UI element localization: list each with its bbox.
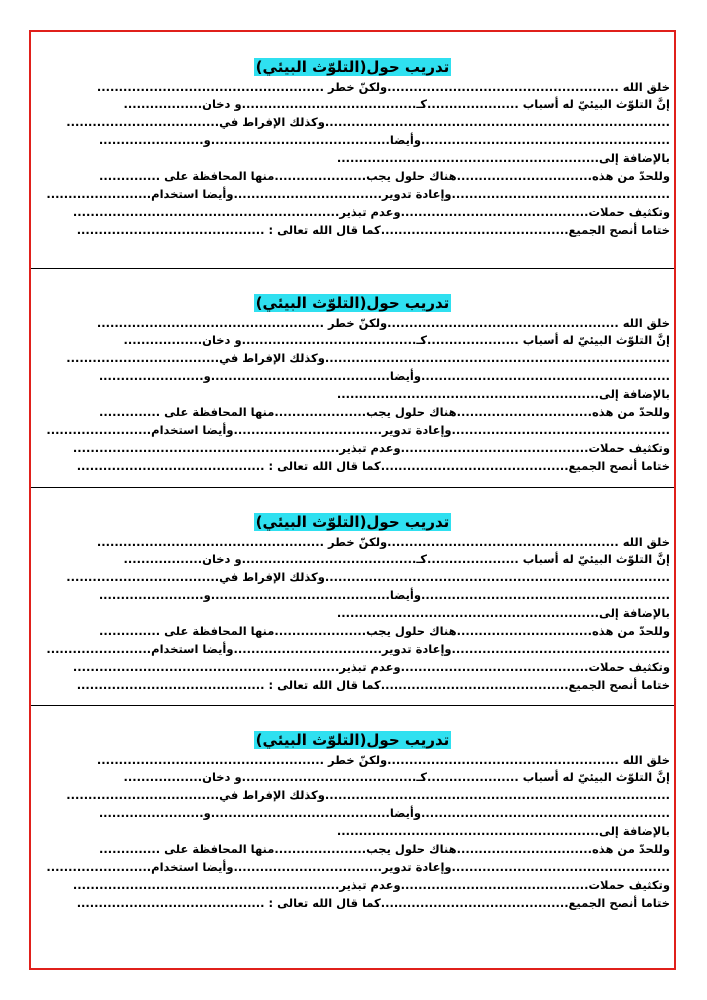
worksheet-line: خلق الله .....................................................ولكنّ خطر .................................................... <box>96 753 670 767</box>
section-title <box>31 58 674 76</box>
worksheet-line: ختاما أنصح الجميع...........................................كما قال الله تعالى : ........................................... <box>76 223 670 237</box>
section-title-text: تدريب حول(التلوّث البيئي) <box>255 58 450 76</box>
section-title-text: تدريب حول(التلوّث البيئي) <box>255 731 450 749</box>
worksheet-line: ...............................................................................وكذلك الإفراط في................................... <box>66 351 670 365</box>
worksheet-line: ختاما أنصح الجميع...........................................كما قال الله تعالى : ........................................... <box>76 678 670 692</box>
worksheet-line: .........................................................وأيضا.........................................و........................ <box>98 133 670 147</box>
worksheet-line: وتكثيف حملات...........................................وعدم تبذير............................................................. <box>72 878 670 892</box>
section-title-text: تدريب حول(التلوّث البيئي) <box>255 294 450 312</box>
worksheet-line: ..................................................وإعادة تدوير..................................وأيضا استخدام........................ <box>46 860 670 874</box>
worksheet-line: ختاما أنصح الجميع...........................................كما قال الله تعالى : ........................................... <box>76 459 670 473</box>
worksheet-line: وتكثيف حملات...........................................وعدم تبذير............................................................. <box>72 441 670 455</box>
worksheet-line: ..................................................وإعادة تدوير..................................وأيضا استخدام........................ <box>46 423 670 437</box>
worksheet-line: ...............................................................................وكذلك الإفراط في................................... <box>66 570 670 584</box>
worksheet-line: خلق الله .....................................................ولكنّ خطر .................................................... <box>96 535 670 549</box>
worksheet-line: .........................................................وأيضا.........................................و........................ <box>98 588 670 602</box>
section-title <box>31 294 674 312</box>
worksheet-section <box>31 32 674 252</box>
section-title <box>31 731 674 749</box>
worksheet-line: بالإضافة إلى............................................................ <box>336 387 670 401</box>
worksheet-line: ختاما أنصح الجميع...........................................كما قال الله تعالى : ........................................... <box>76 896 670 910</box>
worksheet-line: وتكثيف حملات...........................................وعدم تبذير............................................................. <box>72 205 670 219</box>
worksheet-line: ..................................................وإعادة تدوير..................................وأيضا استخدام........................ <box>46 187 670 201</box>
worksheet-section <box>31 268 674 488</box>
section-divider <box>31 268 674 269</box>
worksheet-line: وتكثيف حملات...........................................وعدم تبذير............................................................. <box>72 660 670 674</box>
worksheet-page <box>29 30 676 970</box>
section-divider <box>31 705 674 706</box>
worksheet-line: بالإضافة إلى............................................................ <box>336 606 670 620</box>
worksheet-line: ...............................................................................وكذلك الإفراط في................................... <box>66 115 670 129</box>
worksheet-line: إنَّ التلوّث البيئيّ له أسباب .....................كـ........................................و دخان.................. <box>123 552 670 566</box>
section-title-text: تدريب حول(التلوّث البيئي) <box>255 513 450 531</box>
section-title <box>31 513 674 531</box>
worksheet-line: بالإضافة إلى............................................................ <box>336 824 670 838</box>
worksheet-line: وللحدّ من هذه...............................هناك حلول يجب.....................منها المحافظة على .............. <box>99 842 670 856</box>
worksheet-line: إنَّ التلوّث البيئيّ له أسباب .....................كـ........................................و دخان.................. <box>123 770 670 784</box>
worksheet-line: وللحدّ من هذه...............................هناك حلول يجب.....................منها المحافظة على .............. <box>99 169 670 183</box>
worksheet-section <box>31 705 674 925</box>
section-divider <box>31 487 674 488</box>
worksheet-section <box>31 487 674 707</box>
worksheet-line: خلق الله .....................................................ولكنّ خطر .................................................... <box>96 80 670 94</box>
worksheet-line: وللحدّ من هذه...............................هناك حلول يجب.....................منها المحافظة على .............. <box>99 624 670 638</box>
worksheet-line: .........................................................وأيضا.........................................و........................ <box>98 806 670 820</box>
worksheet-line: خلق الله .....................................................ولكنّ خطر .................................................... <box>96 316 670 330</box>
worksheet-line: إنَّ التلوّث البيئيّ له أسباب .....................كـ........................................و دخان.................. <box>123 333 670 347</box>
worksheet-line: ...............................................................................وكذلك الإفراط في................................... <box>66 788 670 802</box>
worksheet-line: ..................................................وإعادة تدوير..................................وأيضا استخدام........................ <box>46 642 670 656</box>
worksheet-line: وللحدّ من هذه...............................هناك حلول يجب.....................منها المحافظة على .............. <box>99 405 670 419</box>
worksheet-line: بالإضافة إلى............................................................ <box>336 151 670 165</box>
worksheet-line: .........................................................وأيضا.........................................و........................ <box>98 369 670 383</box>
worksheet-line: إنَّ التلوّث البيئيّ له أسباب .....................كـ........................................و دخان.................. <box>123 97 670 111</box>
